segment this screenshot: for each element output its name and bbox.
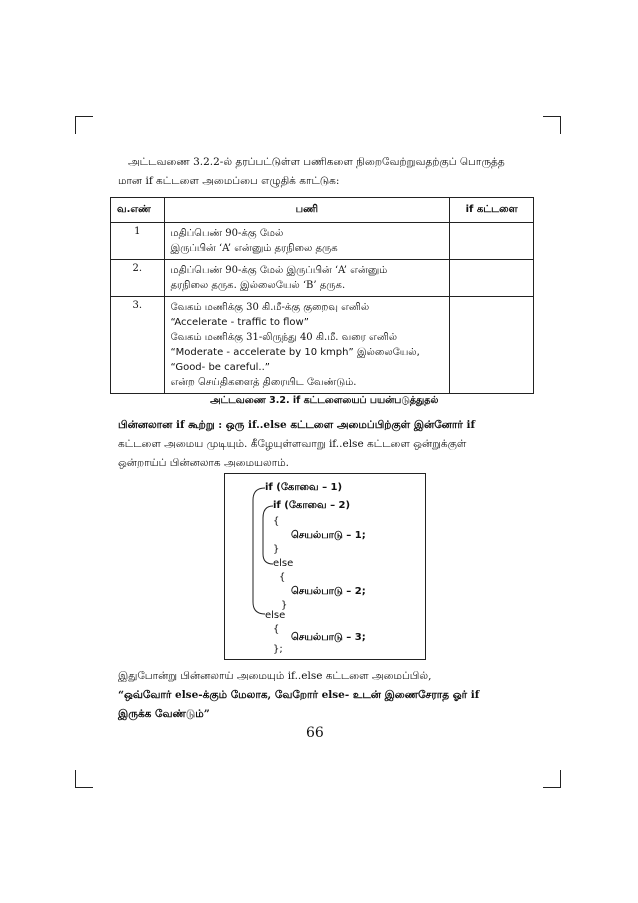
crop-mark-top-left-v — [75, 116, 76, 134]
crop-mark-top-right-h — [543, 116, 561, 117]
table-row — [111, 297, 534, 394]
task-line: வேகம் மணிக்கு 31-லிருந்து 40 கி.மீ. வரை எனில் — [170, 332, 398, 343]
closing-line: இதுபோன்று பின்னலாய் அமையும் if..else கட்டளை அமைப்பில், — [118, 670, 432, 682]
code-line: { — [273, 516, 280, 527]
nested-line: கட்டளை அமைய முடியும். கீழேயுள்ளவாறு if..else கட்டளை ஒன்றுக்குள் — [118, 438, 467, 450]
task-line: “Moderate - accelerate by 10 kmph” இல்லையேல், — [170, 347, 420, 358]
task-line: மதிப்பெண் 90-க்கு மேல் — [170, 228, 284, 239]
table-row — [111, 260, 534, 297]
row-serial-number: 3. — [111, 297, 165, 394]
header-if-statement: if கட்டளை — [450, 198, 534, 223]
inner-bracket — [263, 506, 273, 564]
crop-mark-bottom-right-h — [543, 787, 561, 788]
row-task — [164, 260, 450, 297]
crop-mark-bottom-right-v — [560, 770, 561, 788]
code-line: செயல்பாடு – 2; — [291, 586, 366, 597]
intro-line: மான if கட்டளை அமைப்பை எழுதிக் காட்டுக: — [118, 175, 340, 187]
row-serial-number: 1 — [111, 223, 165, 260]
nested-if-paragraph — [118, 416, 528, 473]
code-line: { — [273, 624, 280, 635]
code-line: }; — [273, 644, 283, 655]
code-line: else — [273, 558, 294, 569]
page-number: 66 — [306, 725, 324, 741]
task-line: இருப்பின் ‘A’ என்னும் தரநிலை தருக — [170, 243, 338, 254]
nested-line: பின்னலான if கூற்று : ஒரு if..else கட்டளை அமைப்பிற்குள் இன்னோர் if — [118, 419, 475, 431]
row-if-cell — [450, 223, 534, 260]
code-line: else — [265, 610, 286, 621]
intro-line: அட்டவணை 3.2.2-ல் தரப்பட்டுள்ள பணிகளை நிறைவேற்றுவதற்குப் பொருத்த — [128, 156, 505, 168]
closing-paragraph — [118, 667, 528, 724]
closing-line: “ஒவ்வோர் else-க்கும் மேலாக, வேறோர் else- உடன் இணைசேராத ஓர் if — [118, 689, 480, 701]
crop-mark-top-right-v — [560, 116, 561, 134]
row-task — [164, 297, 450, 394]
row-task — [164, 223, 450, 260]
task-line: என்ற செய்திகளைத் திரையிட வேண்டும். — [170, 377, 357, 388]
code-line: { — [279, 572, 286, 583]
task-line: “Good- be careful..” — [170, 362, 270, 373]
nested-line: ஒன்றாய்ப் பின்னலாக அமையலாம். — [118, 457, 290, 469]
header-task: பணி — [164, 198, 450, 223]
code-line: செயல்பாடு – 1; — [291, 530, 366, 541]
task-line: “Accelerate - traffic to flow” — [170, 317, 309, 328]
nested-if-code-box — [224, 473, 426, 660]
closing-line: இருக்க வேண்டும்” — [118, 708, 210, 720]
task-line: மதிப்பெண் 90-க்கு மேல் இருப்பின் ‘A’ என்னும் — [170, 265, 388, 276]
task-line: வேகம் மணிக்கு 30 கி.மீ-க்கு குறைவு எனில் — [170, 302, 370, 313]
table-header-row — [111, 198, 534, 223]
intro-paragraph — [118, 153, 528, 191]
row-if-cell — [450, 297, 534, 394]
table-caption: அட்டவணை 3.2. if கட்டளையைப் பயன்படுத்துதல் — [210, 395, 439, 406]
code-line: செயல்பாடு – 3; — [291, 632, 366, 643]
row-if-cell — [450, 260, 534, 297]
header-serial-number: வ.எண் — [111, 198, 165, 223]
table-row — [111, 223, 534, 260]
crop-mark-bottom-left-h — [75, 787, 93, 788]
task-line: தரநிலை தருக. இல்லையேல் ‘B’ தருக. — [170, 280, 346, 291]
code-line: } — [281, 600, 288, 611]
row-serial-number: 2. — [111, 260, 165, 297]
code-line: } — [273, 544, 280, 555]
code-line: if (கோவை – 1) — [265, 482, 343, 493]
crop-mark-top-left-h — [75, 116, 93, 117]
crop-mark-bottom-left-v — [75, 770, 76, 788]
code-line: if (கோவை – 2) — [273, 500, 351, 511]
task-table — [110, 197, 534, 394]
